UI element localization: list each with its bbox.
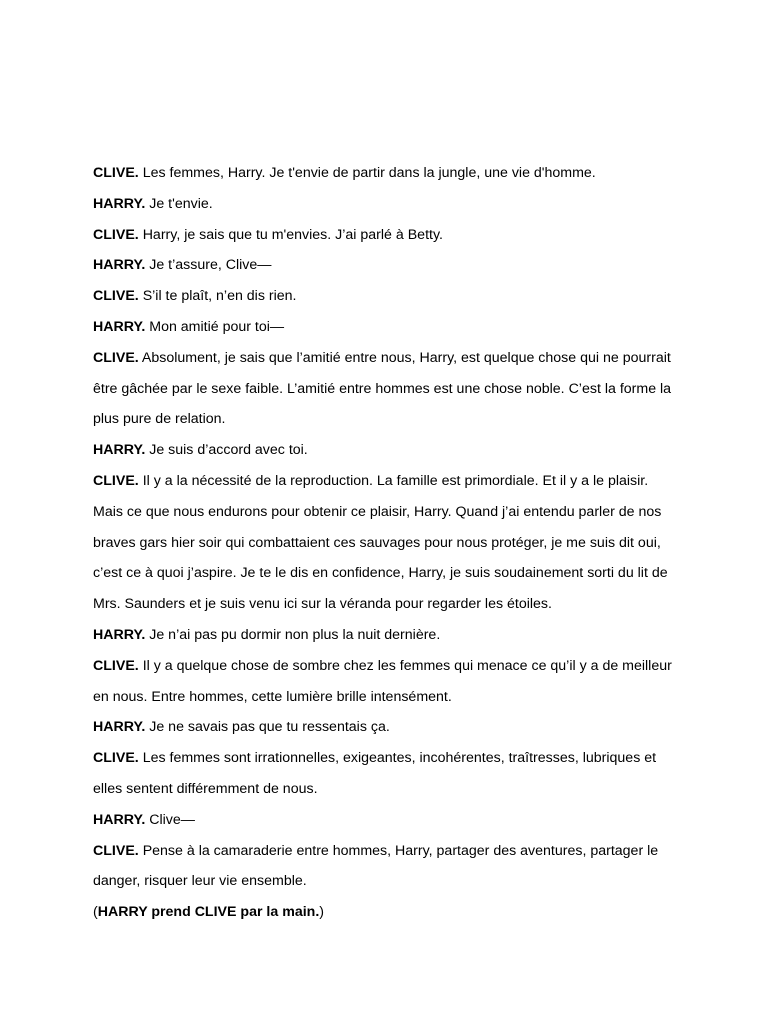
speaker-name: CLIVE.: [93, 288, 139, 305]
dialogue-line: [93, 743, 678, 805]
dialogue-line: [93, 281, 678, 312]
speaker-name: CLIVE.: [93, 657, 139, 674]
dialogue-text: Clive—: [149, 811, 195, 828]
dialogue-text: Mon amitié pour toi—: [149, 318, 285, 335]
dialogue-text: Je n’ai pas pu dormir non plus la nuit dernière.: [149, 626, 441, 643]
dialogue-line: [93, 805, 678, 836]
dialogue-text: S’il te plaît, n’en dis rien.: [142, 288, 297, 305]
speaker-name: HARRY.: [93, 442, 146, 459]
dialogue-text: Il y a la nécessité de la reproduction. La famille est primordiale. Et il y a le plaisir. Mais ce que nous endurons pour obtenir ce plaisir, Harry. Quand j’ai entendu parler de nos braves gars hier soir qui combattaient ces sauvages pour nous protéger, je me suis dit oui, c’est ce à quoi j’aspire. Je te le dis en confidence, Harry, je suis soudainement sorti du lit de Mrs. Saunders et je suis venu ici sur la véranda pour regarder les étoiles.: [93, 472, 668, 613]
dialogue-text: Je t’assure, Clive—: [149, 257, 272, 274]
dialogue-text: Absolument, je sais que l’amitié entre nous, Harry, est quelque chose qui ne pourrait être gâchée par le sexe faible. L’amitié entre hommes est une chose noble. C’est la forme la plus pure de relation.: [93, 349, 672, 428]
dialogue-line: [93, 312, 678, 343]
dialogue-line: [93, 220, 678, 251]
dialogue-line: [93, 343, 678, 435]
dialogue-text: Harry, je sais que tu m'envies. J’ai parlé à Betty.: [142, 226, 443, 243]
speaker-name: CLIVE.: [93, 750, 139, 767]
stage-direction-text: HARRY prend CLIVE par la main.: [97, 904, 320, 921]
script-page: [93, 158, 678, 928]
dialogue-line: [93, 250, 678, 281]
speaker-name: CLIVE.: [93, 472, 139, 489]
dialogue-text: Je ne savais pas que tu ressentais ça.: [149, 719, 390, 736]
speaker-name: CLIVE.: [93, 349, 139, 366]
dialogue-text: Les femmes, Harry. Je t'envie de partir dans la jungle, une vie d'homme.: [142, 165, 596, 181]
dialogue-line: [93, 435, 678, 466]
dialogue-line: [93, 158, 678, 189]
speaker-name: HARRY.: [93, 318, 146, 335]
dialogue-text: Pense à la camaraderie entre hommes, Harry, partager des aventures, partager le danger, risquer leur vie ensemble.: [93, 842, 659, 890]
dialogue-text: Les femmes sont irrationnelles, exigeantes, incohérentes, traîtresses, lubriques et elles sentent différemment de nous.: [93, 750, 657, 797]
speaker-name: CLIVE.: [93, 226, 139, 243]
dialogue-line: [93, 712, 678, 743]
speaker-name: HARRY.: [93, 626, 146, 643]
dialogue-line: [93, 620, 678, 651]
speaker-name: HARRY.: [93, 195, 146, 212]
dialogue-text: Je suis d’accord avec toi.: [149, 442, 308, 459]
speaker-name: CLIVE.: [93, 165, 139, 181]
stage-direction-open-paren: (: [93, 904, 98, 921]
speaker-name: HARRY.: [93, 719, 146, 736]
dialogue-line: [93, 466, 678, 620]
dialogue-text: Je t'envie.: [149, 195, 213, 212]
stage-direction-close-paren: ): [319, 904, 324, 921]
dialogue-line: [93, 836, 678, 898]
dialogue-line: [93, 651, 678, 713]
speaker-name: CLIVE.: [93, 842, 139, 859]
stage-direction: [93, 897, 678, 928]
speaker-name: HARRY.: [93, 257, 146, 274]
dialogue-text: Il y a quelque chose de sombre chez les femmes qui menace ce qu’il y a de meilleur en nous. Entre hommes, cette lumière brille intensément.: [93, 657, 672, 705]
speaker-name: HARRY.: [93, 811, 146, 828]
dialogue-line: [93, 189, 678, 220]
